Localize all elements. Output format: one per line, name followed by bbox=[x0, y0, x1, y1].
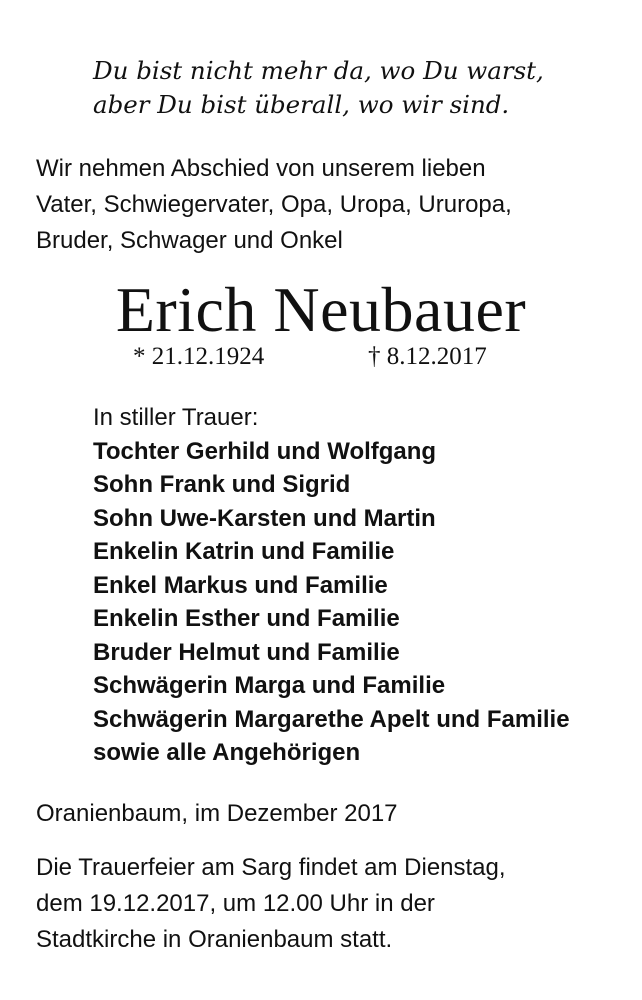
mourner-entry: sowie alle Angehörigen bbox=[93, 739, 361, 766]
memorial-quote bbox=[93, 54, 613, 122]
mourner-entry: Sohn Frank und Sigrid bbox=[93, 471, 351, 498]
mourner-entry: Enkelin Esther und Familie bbox=[93, 605, 400, 632]
mourners-list bbox=[93, 401, 633, 770]
quote-line: aber Du bist überall, wo wir sind. bbox=[93, 90, 510, 119]
service-line: dem 19.12.2017, um 12.00 Uhr in der bbox=[36, 890, 435, 917]
funeral-service-info bbox=[36, 850, 626, 958]
mourner-entry: Schwägerin Margarethe Apelt und Familie bbox=[93, 705, 570, 733]
mourner-entry: Tochter Gerhild und Wolfgang bbox=[93, 437, 437, 465]
mourner-entry: Sohn Uwe-Karsten und Martin bbox=[93, 504, 436, 532]
place-and-date: Oranienbaum, im Dezember 2017 bbox=[36, 800, 398, 827]
mourner-entry: Schwägerin Marga und Familie bbox=[93, 672, 446, 699]
service-line: Stadtkirche in Oranienbaum statt. bbox=[36, 926, 393, 953]
birth-date: * 21.12.1924 bbox=[133, 343, 265, 370]
intro-line: Bruder, Schwager und Onkel bbox=[36, 227, 343, 254]
mourners-lead: In stiller Trauer: bbox=[93, 404, 259, 431]
farewell-intro bbox=[36, 151, 626, 259]
intro-line: Vater, Schwiegervater, Opa, Uropa, Ururopa, bbox=[36, 191, 512, 218]
service-line: Die Trauerfeier am Sarg findet am Dienstag, bbox=[36, 854, 506, 881]
death-date: † 8.12.2017 bbox=[368, 343, 487, 370]
mourner-entry: Enkel Markus und Familie bbox=[93, 571, 388, 599]
mourner-entry: Bruder Helmut und Familie bbox=[93, 638, 400, 666]
mourner-entry: Enkelin Katrin und Familie bbox=[93, 538, 395, 565]
deceased-name: Erich Neubauer bbox=[115, 274, 527, 345]
quote-line: Du bist nicht mehr da, wo Du warst, bbox=[93, 56, 544, 85]
intro-line: Wir nehmen Abschied von unserem lieben bbox=[36, 155, 486, 182]
